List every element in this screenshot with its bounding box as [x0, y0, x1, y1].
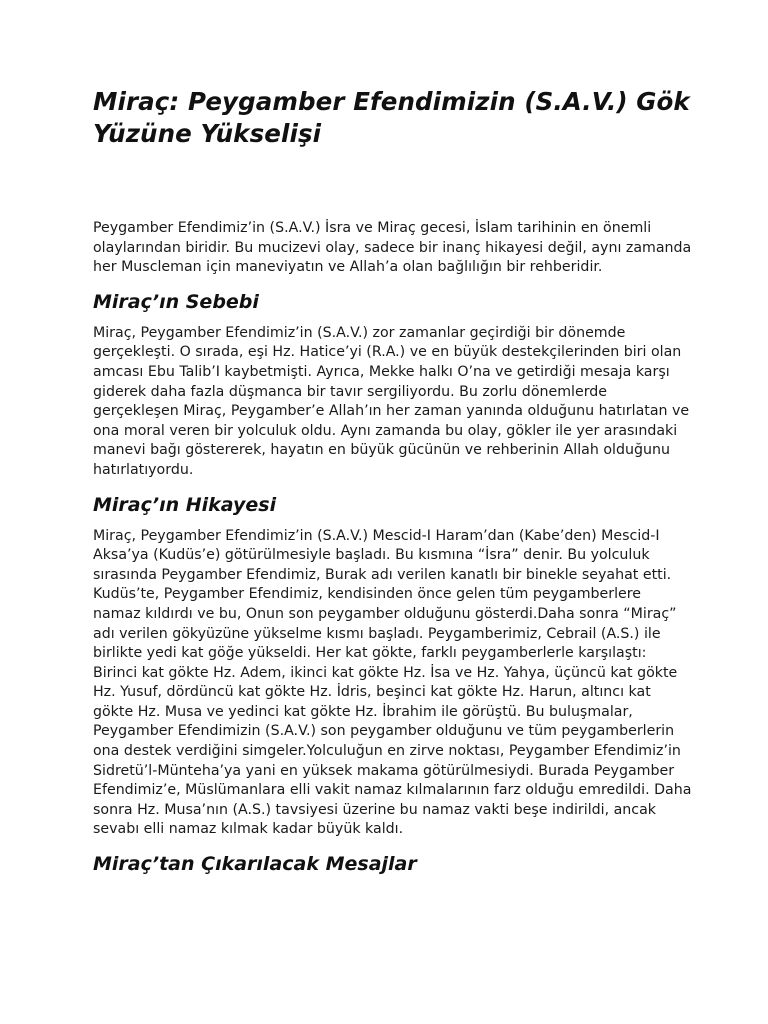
- section-body-hikayesi: Miraç, Peygamber Efendimiz’in (S.A.V.) Mescid-I Haram’dan (Kabe’den) Mescid-I Aksa’ya (Kudüs’e) götürülmesiyle başladı. Bu kısmına “İsra” denir. Bu yolculuk sırasında Peygamber Efendimiz, Burak adı verilen kanatlı bir binekle seyahat etti. Kudüs’te, Peygamber Efendimiz, kendisinden önce gelen tüm peygamberlere namaz kıldırdı ve bu, Onun son peygamber olduğunu gösterdi.Daha sonra “Miraç” adı verilen gökyüzüne yükselme kısmı başladı. Peygamberimiz, Cebrail (A.S.) ile birlikte yedi kat göğe yükseldi. Her kat gökte, farklı peygamberlerle karşılaştı: Birinci kat gökte Hz. Adem, ikinci kat gökte Hz. İsa ve Hz. Yahya, üçüncü kat gökte Hz. Yusuf, dördüncü kat gökte Hz. İdris, beşinci kat gökte Hz. Harun, altıncı kat gökte Hz. Musa ve yedinci kat gökte Hz. İbrahim ile görüştü. Bu buluşmalar, Peygamber Efendimizin (S.A.V.) son peygamber olduğunu ve tüm peygamberlerin ona destek verdiğini simgeler.Yolculuğun en zirve noktası, Peygamber Efendimiz’in Sidretü’l-Münteha’ya yani en yüksek makama götürülmesiydi. Burada Peygamber Efendimiz’e, Müslümanlara elli vakit namaz kılmalarının farz olduğu emredildi. Daha sonra Hz. Musa’nın (A.S.) tavsiyesi üzerine bu namaz vakti beşe indirildi, ancak sevabı elli namaz kılmak kadar büyük kaldı.: [93, 527, 692, 838]
- document-page: [93, 86, 693, 886]
- section-heading-mesajlar: Miraç’tan Çıkarılacak Mesajlar: [93, 853, 417, 876]
- section-heading-sebebi: Miraç’ın Sebebi: [93, 290, 259, 313]
- section-body-sebebi: Miraç, Peygamber Efendimiz’in (S.A.V.) zor zamanlar geçirdiği bir dönemde gerçekleşti. O sırada, eşi Hz. Hatice’yi (R.A.) ve en büyük destekçilerinden biri olan amcası Ebu Talib’I kaybetmişti. Ayrıca, Mekke halkı O’na ve getirdiği mesaja karşı giderek daha fazla düşmanca bir tavır sergiliyordu. Bu zorlu dönemlerde gerçekleşen Miraç, Peygamber’e Allah’ın her zaman yanında olduğunu hatırlatan ve ona moral veren bir yolculuk oldu. Aynı zamanda bu olay, gökler ile yer arasındaki manevi bağı göstererek, hayatın en büyük gücünün ve rehberinin Allah olduğunu hatırlatıyordu.: [93, 324, 690, 478]
- section-heading-hikayesi: Miraç’ın Hikayesi: [93, 493, 277, 516]
- intro-paragraph: Peygamber Efendimiz’in (S.A.V.) İsra ve Miraç gecesi, İslam tarihinin en önemli olaylarından biridir. Bu mucizevi olay, sadece bir inanç hikayesi değil, aynı zamanda her Muscleman için maneviyatın ve Allah’a olan bağlılığın bir rehberidir.: [93, 220, 692, 276]
- document-title: Miraç: Peygamber Efendimizin (S.A.V.) Gök Yüzüne Yükselişi: [93, 87, 690, 148]
